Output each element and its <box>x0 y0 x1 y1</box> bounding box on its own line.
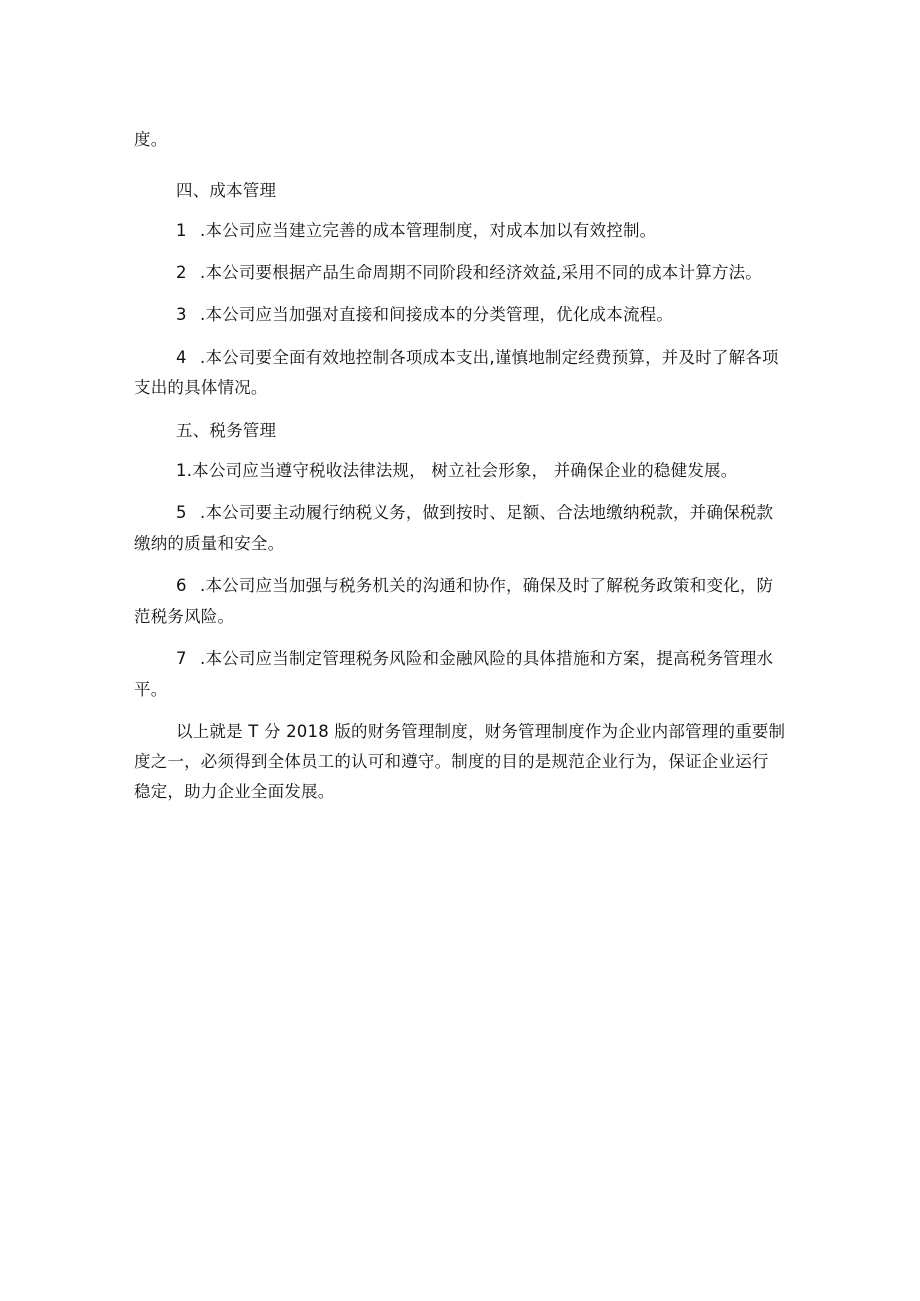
item-number: 1 <box>176 221 187 240</box>
tax-item-1: 1.本公司应当遵守税收法律法规， 树立社会形象， 并确保企业的稳健发展。 <box>176 461 738 480</box>
tax-item-5-continuation: 缴纳的质量和安全。 <box>134 534 285 553</box>
section-heading-tax: 五、税务管理 <box>176 421 277 440</box>
continuation-text: 度。 <box>134 130 168 149</box>
item-number: 2 <box>176 263 187 282</box>
item-number: 4 <box>176 348 187 367</box>
item-text: .本公司应当制定管理税务风险和金融风险的具体措施和方案，提高税务管理水 <box>200 649 774 668</box>
tax-item-5 <box>176 502 773 524</box>
item-text: .本公司应当加强对直接和间接成本的分类管理，优化成本流程。 <box>200 305 674 324</box>
item-text: .本公司要根据产品生命周期不同阶段和经济效益,采用不同的成本计算方法。 <box>200 263 762 282</box>
item-number: 7 <box>176 649 187 668</box>
conclusion-line-2: 度之一，必须得到全体员工的认可和遵守。制度的目的是规范企业行为，保证企业运行 <box>134 752 769 771</box>
section-heading-cost: 四、成本管理 <box>176 181 277 200</box>
item-number: 5 <box>176 503 187 522</box>
cost-item-1 <box>176 220 656 242</box>
tax-item-6 <box>176 575 773 597</box>
tax-item-6-continuation: 范税务风险。 <box>134 607 235 626</box>
tax-item-7 <box>176 648 773 670</box>
tax-item-7-continuation: 平。 <box>134 680 168 699</box>
item-text: .本公司要主动履行纳税义务，做到按时、足额、合法地缴纳税款，并确保税款 <box>200 503 774 522</box>
cost-item-4 <box>176 347 779 369</box>
item-number: 6 <box>176 576 187 595</box>
conclusion-line-3: 稳定，助力企业全面发展。 <box>134 782 335 801</box>
item-text: .本公司应当加强与税务机关的沟通和协作，确保及时了解税务政策和变化，防 <box>200 576 774 595</box>
cost-item-3 <box>176 304 673 326</box>
item-text: .本公司应当建立完善的成本管理制度，对成本加以有效控制。 <box>200 221 657 240</box>
cost-item-4-continuation: 支出的具体情况。 <box>134 378 268 397</box>
cost-item-2 <box>176 262 762 284</box>
item-number: 3 <box>176 305 187 324</box>
item-text: .本公司要全面有效地控制各项成本支出,谨慎地制定经费预算，并及时了解各项 <box>200 348 779 367</box>
conclusion-line-1: 以上就是 T 分 2018 版的财务管理制度，财务管理制度作为企业内部管理的重要制 <box>176 722 786 741</box>
